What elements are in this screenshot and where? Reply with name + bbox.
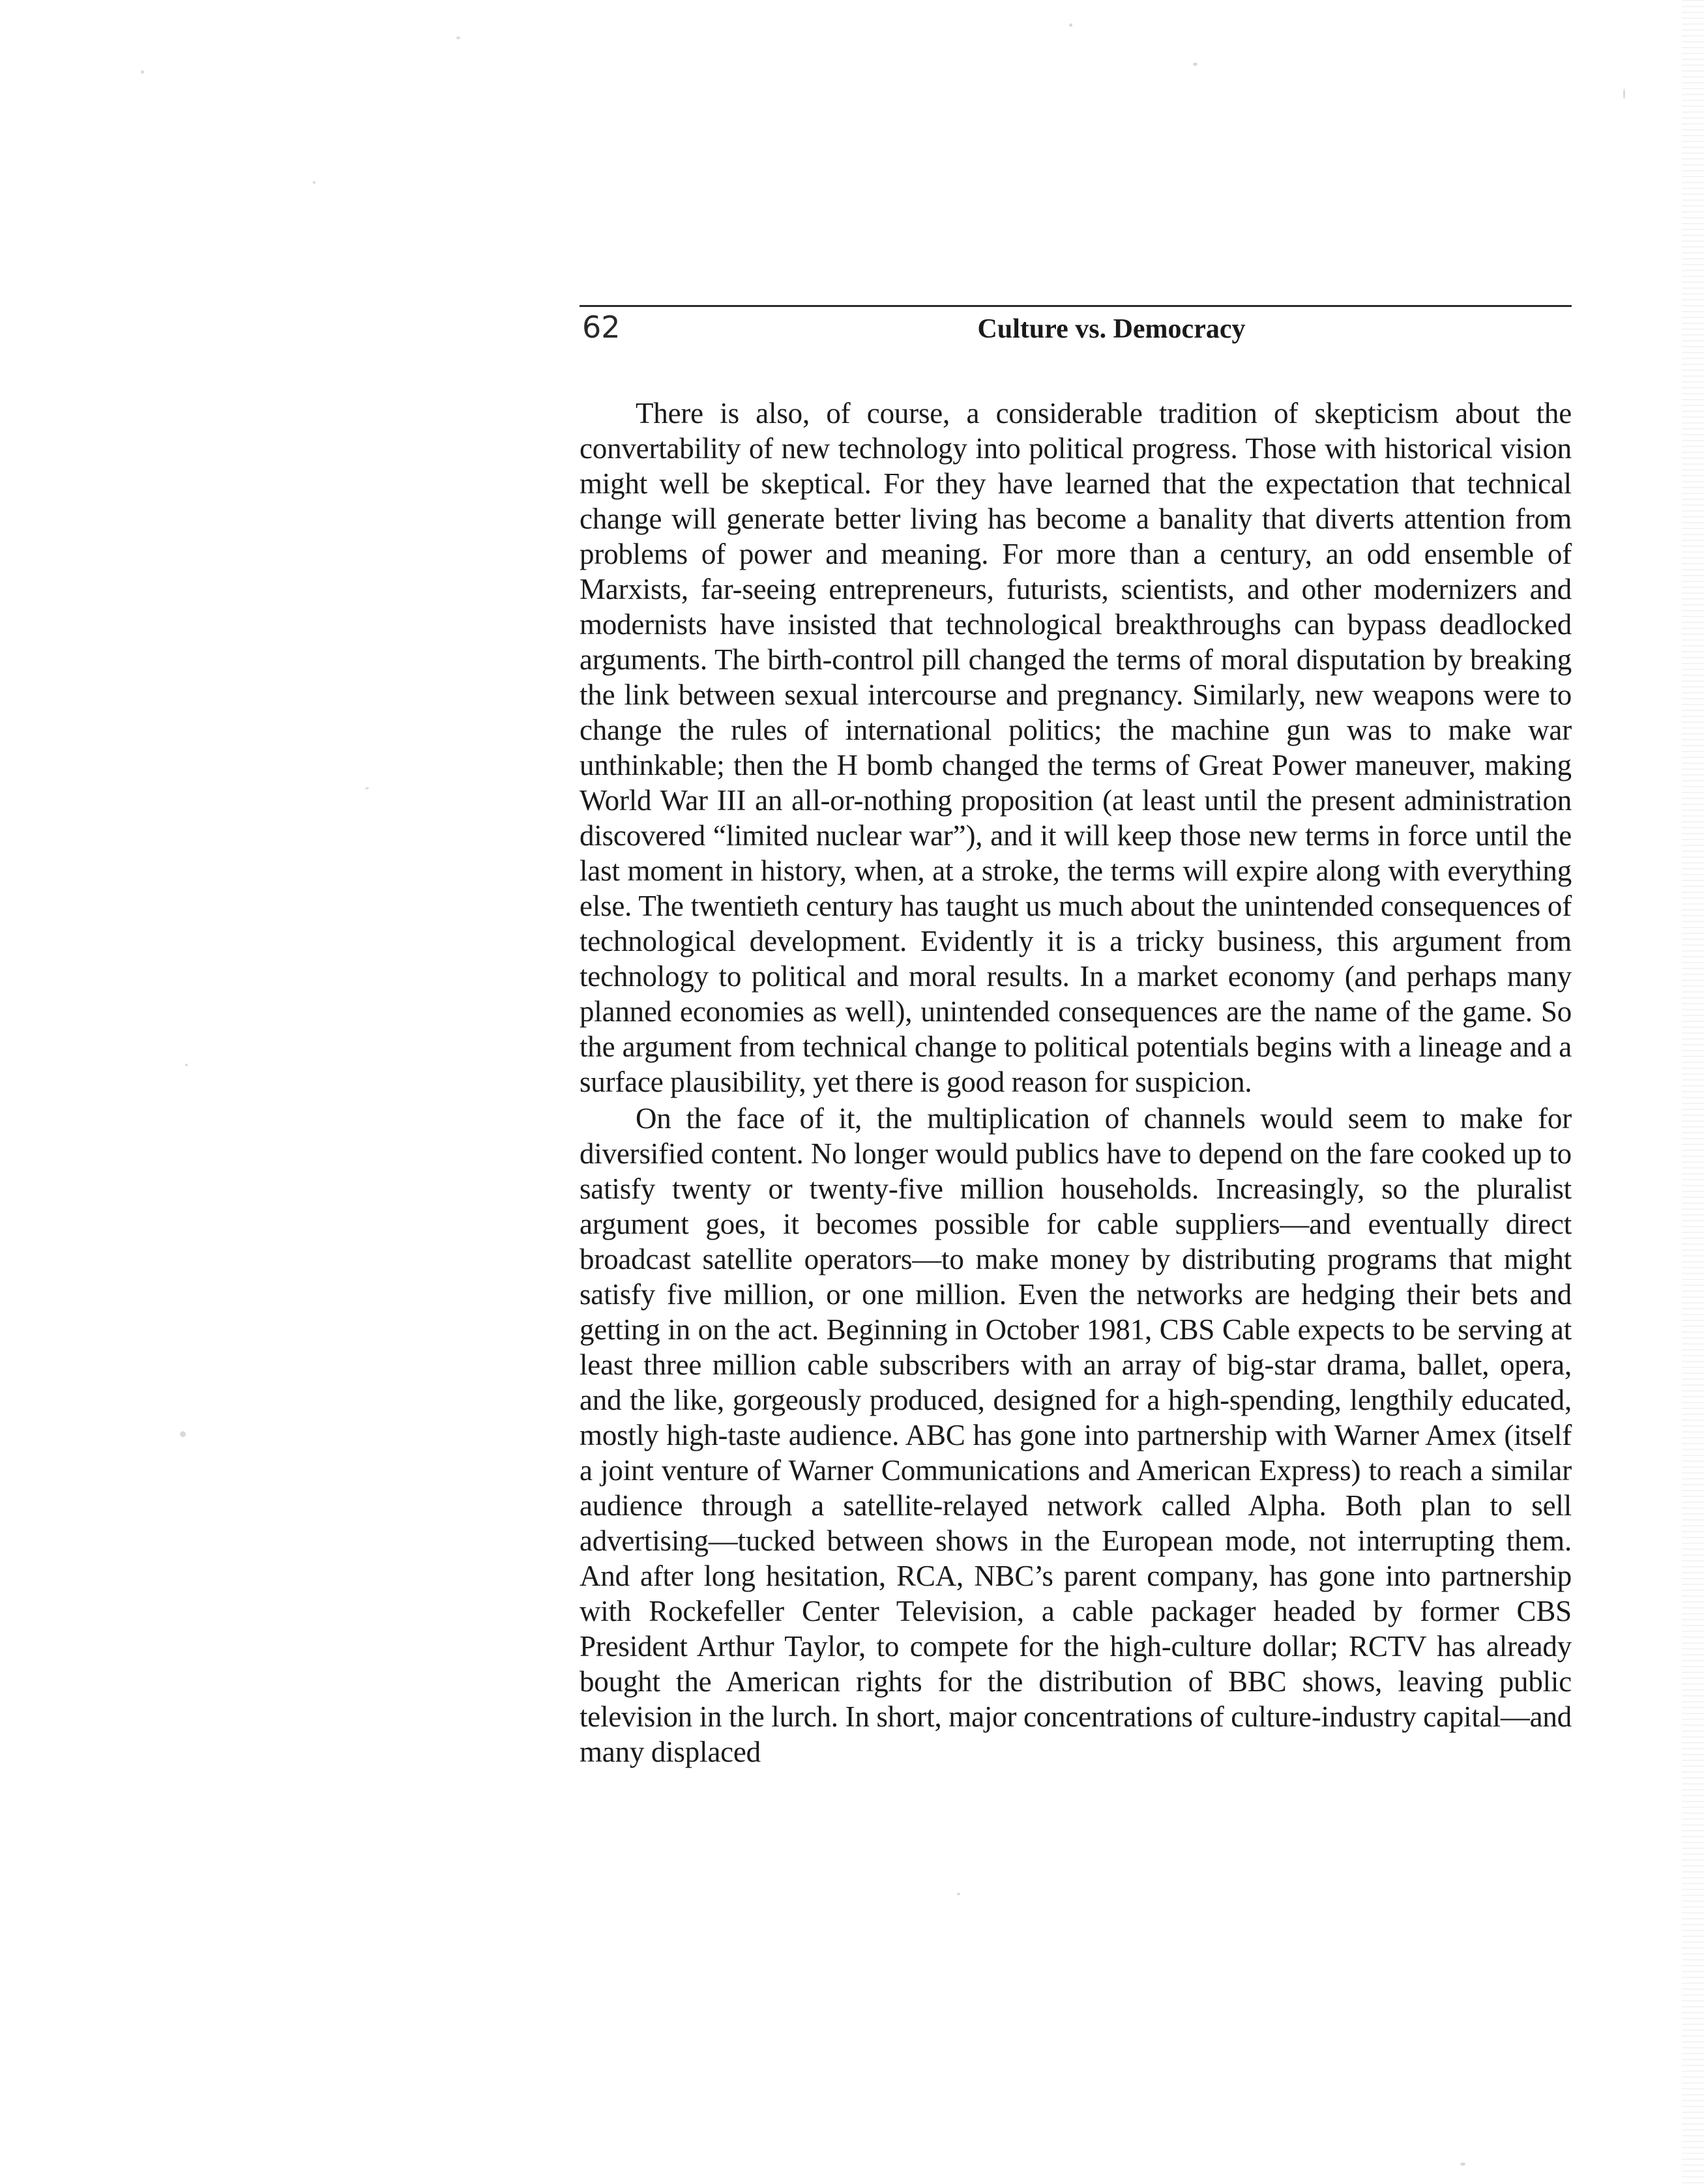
page-number: 62 [582, 310, 621, 345]
scan-speck [313, 181, 316, 184]
running-head: Culture vs. Democracy [977, 314, 1246, 344]
scan-speck [1069, 23, 1072, 27]
scan-speck [1623, 89, 1625, 99]
scan-speck [957, 1893, 960, 1895]
page-header [580, 305, 1572, 354]
paragraph: On the face of it, the multiplication of channels would seem to make for diversified content. No longer would publics have to depend on the fare cooked up to satisfy twenty or twenty-five million households. Increasingly, so the pluralist argument goes, it becomes possible for cable suppliers—and eventually direct broadcast satellite operators—to make money by distributing programs that might satisfy five million, or one million. Even the networks are hedging their bets and getting in on the act. Beginning in October 1981, CBS Cable expects to be serving at least three million cable subscribers with an array of big-star drama, ballet, opera, and the like, gorgeously produced, designed for a high-spending, lengthily educated, mostly high-taste audience. ABC has gone into partnership with Warner Amex (itself a joint venture of Warner Communications and American Express) to reach a similar audience through a satellite-relayed network called Alpha. Both plan to sell advertising—tucked between shows in the European mode, not interrupting them. And after long hesitation, RCA, NBC’s parent company, has gone into partnership with Rockefeller Center Television, a cable packager headed by former CBS President Arthur Taylor, to compete for the high-culture dollar; RCTV has already bought the American rights for the distribution of BBC shows, leaving public television in the lurch. In short, major concentrations of culture-industry capital—and many displaced [580, 1102, 1572, 1768]
scan-speck [1460, 2162, 1465, 2166]
scan-edge-shadow [1682, 0, 1704, 2184]
paragraph: There is also, of course, a considerable tradition of skepticism about the convertability of new technology into political progress. Those with historical vision might well be skeptical. For they have learned that the expectation that technical change will generate better living has become a banality that diverts attention from problems of power and meaning. For more than a century, an odd ensemble of Marxists, far-seeing entrepreneurs, futurists, scientists, and other modernizers and modernists have insisted that technological breakthroughs can bypass deadlocked arguments. The birth-control pill changed the terms of moral disputation by breaking the link between sexual intercourse and pregnancy. Similarly, new weapons were to change the rules of international politics; the machine gun was to make war unthinkable; then the H bomb changed the terms of Great Power maneuver, making World War III an all-or-nothing proposition (at least until the present administration discovered “limited nuclear war”), and it will keep those new terms in force until the last moment in history, when, at a stroke, the terms will expire along with everything else. The twentieth century has taught us much about the unintended consequences of technological development. Evidently it is a tricky business, this argument from technology to political and moral results. In a market economy (and perhaps many planned economies as well), unintended consequences are the name of the game. So the argument from technical change to political potentials begins with a lineage and a surface plausibility, yet there is good reason for suspicion. [580, 397, 1572, 1098]
book-page [580, 305, 1572, 1769]
scan-speck [1193, 63, 1197, 66]
scan-speck [180, 1431, 186, 1437]
scan-speck [365, 787, 369, 789]
body-text [580, 396, 1572, 1769]
scan-speck [185, 1064, 188, 1066]
scan-speck [141, 70, 144, 74]
scan-speck [456, 36, 460, 39]
